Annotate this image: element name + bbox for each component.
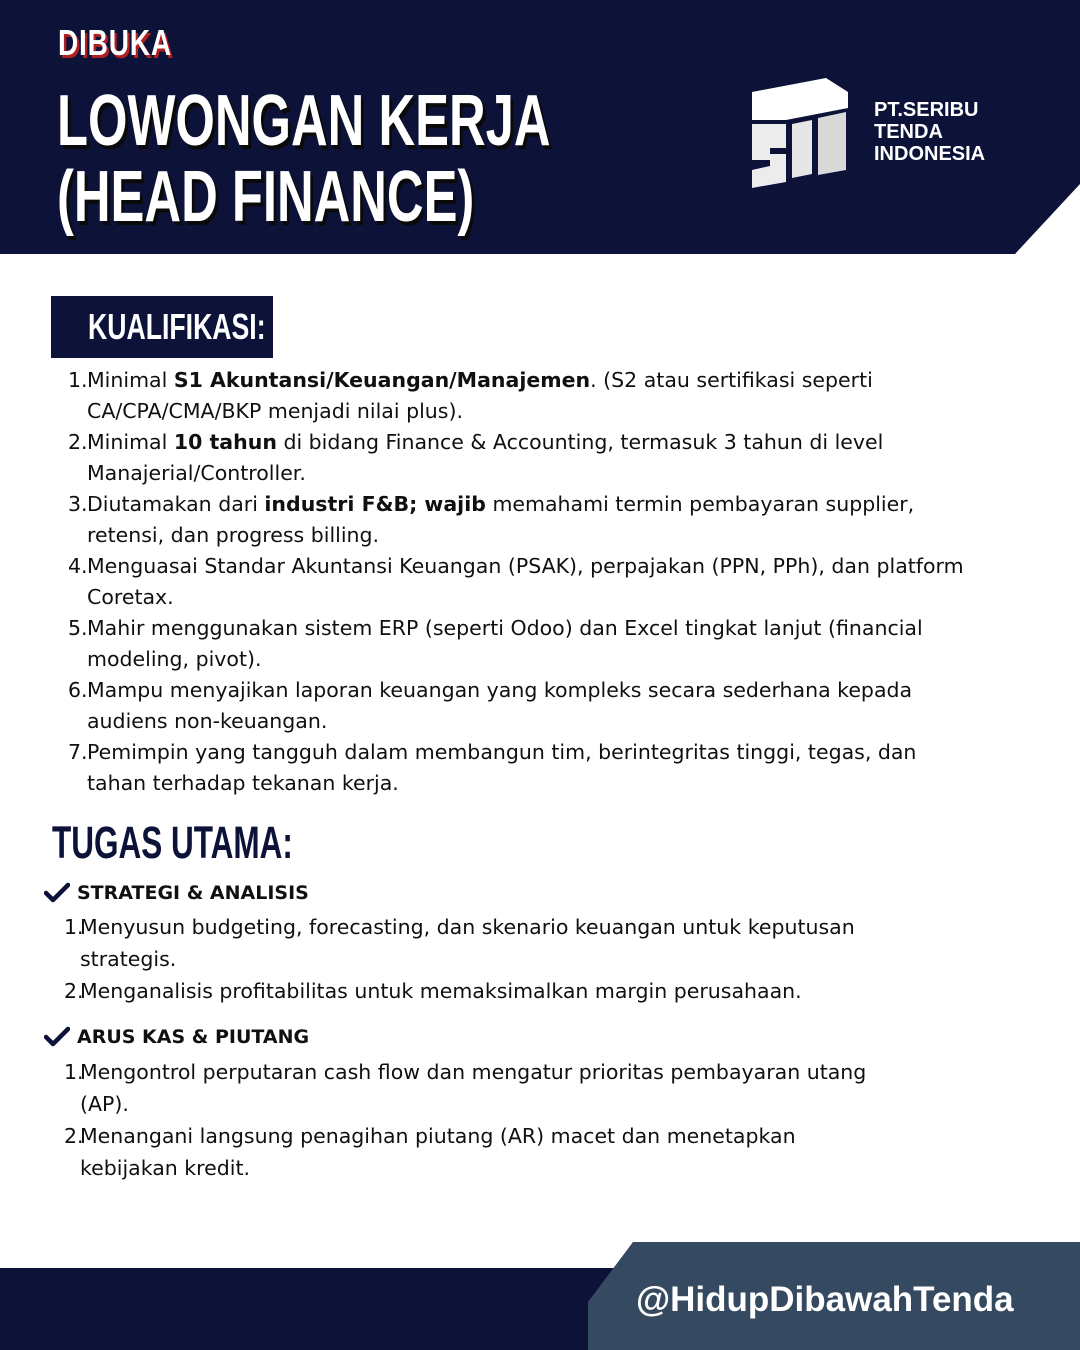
- company-name: [874, 99, 985, 165]
- qualifications-heading: KUALIFIKASI:: [88, 306, 266, 347]
- list-item: [60, 975, 880, 1007]
- duties-section-title: [44, 1024, 309, 1050]
- company-name-line-3: INDONESIA: [874, 143, 986, 165]
- duties-section-title: [44, 880, 309, 906]
- social-handle: @HidupDibawahTenda: [636, 1280, 1014, 1319]
- list-number: 1.: [68, 368, 88, 392]
- list-item: [60, 365, 980, 427]
- list-number: 7.: [68, 740, 88, 764]
- list-number: 6.: [68, 678, 88, 702]
- item-text: Menyusun budgeting, forecasting, dan skenario keuangan untuk keputusan strategis.: [80, 915, 855, 971]
- list-number: 4.: [68, 554, 88, 578]
- duties-heading: TUGAS UTAMA:: [52, 817, 293, 868]
- item-text: Pemimpin yang tangguh dalam membangun tim, berintegritas tinggi, tegas, dan tahan terhadap tekanan kerja.: [87, 740, 917, 795]
- company-name-line-1: PT.SERIBU: [874, 99, 979, 121]
- duties-list-strategy: [60, 911, 880, 1007]
- list-item: [60, 427, 980, 489]
- company-name-line-2: TENDA: [874, 121, 943, 143]
- list-number: 5.: [68, 616, 88, 640]
- header-corner-cut: [1015, 184, 1080, 254]
- section-title-text: ARUS KAS & PIUTANG: [77, 1026, 310, 1048]
- item-bold-text: S1 Akuntansi/Keuangan/Manajemen: [173, 368, 591, 392]
- list-number: 2.: [68, 430, 88, 454]
- item-text: Menguasai Standar Akuntansi Keuangan (PSAK), perpajakan (PPN, PPh), dan platform Coretax.: [87, 554, 964, 609]
- list-item: [60, 489, 980, 551]
- item-text: di bidang Finance & Accounting, termasuk 3 tahun di level Manajerial/Controller.: [87, 430, 884, 485]
- seribu-tenda-logo-icon: [752, 78, 848, 188]
- list-item: [60, 911, 880, 975]
- list-number: 2.: [64, 1124, 84, 1148]
- list-item: [60, 1056, 880, 1120]
- list-item: [60, 1120, 880, 1184]
- list-item: [60, 737, 980, 799]
- list-number: 1.: [64, 1060, 84, 1084]
- duties-list-cashflow: [60, 1056, 880, 1184]
- item-text: Mampu menyajikan laporan keuangan yang kompleks secara sederhana kepada audiens non-keuangan.: [87, 678, 913, 733]
- list-number: 1.: [64, 915, 84, 939]
- item-bold-text: industri F&B; wajib: [264, 492, 486, 516]
- title-line-2: (HEAD FINANCE): [57, 157, 475, 237]
- list-number: 3.: [68, 492, 88, 516]
- list-item: [60, 613, 980, 675]
- item-text: Diutamakan dari: [87, 492, 265, 516]
- title-line-1: LOWONGAN KERJA: [57, 81, 551, 161]
- item-bold-text: 10 tahun: [173, 430, 277, 454]
- item-text: Mahir menggunakan sistem ERP (seperti Odoo) dan Excel tingkat lanjut (financial modeling, pivot).: [87, 616, 923, 671]
- list-item: [60, 675, 980, 737]
- eyebrow-text: DIBUKA: [58, 22, 172, 63]
- list-item: [60, 551, 980, 613]
- list-number: 2.: [64, 979, 84, 1003]
- item-text: . (S2 atau sertifikasi seperti CA/CPA/CMA/BKP menjadi nilai plus).: [87, 368, 873, 423]
- item-text: memahami termin pembayaran supplier, retensi, dan progress billing.: [87, 492, 915, 547]
- item-text: Mengontrol perputaran cash flow dan mengatur prioritas pembayaran utang (AP).: [80, 1060, 867, 1116]
- qualifications-list: [60, 365, 980, 799]
- checkmark-icon: [44, 1026, 70, 1048]
- checkmark-icon: [44, 882, 70, 904]
- section-title-text: STRATEGI & ANALISIS: [77, 882, 309, 904]
- item-text: Minimal: [87, 368, 174, 392]
- item-text: Menangani langsung penagihan piutang (AR) macet dan menetapkan kebijakan kredit.: [80, 1124, 796, 1180]
- item-text: Menganalisis profitabilitas untuk memaksimalkan margin perusahaan.: [80, 979, 802, 1003]
- item-text: Minimal: [87, 430, 174, 454]
